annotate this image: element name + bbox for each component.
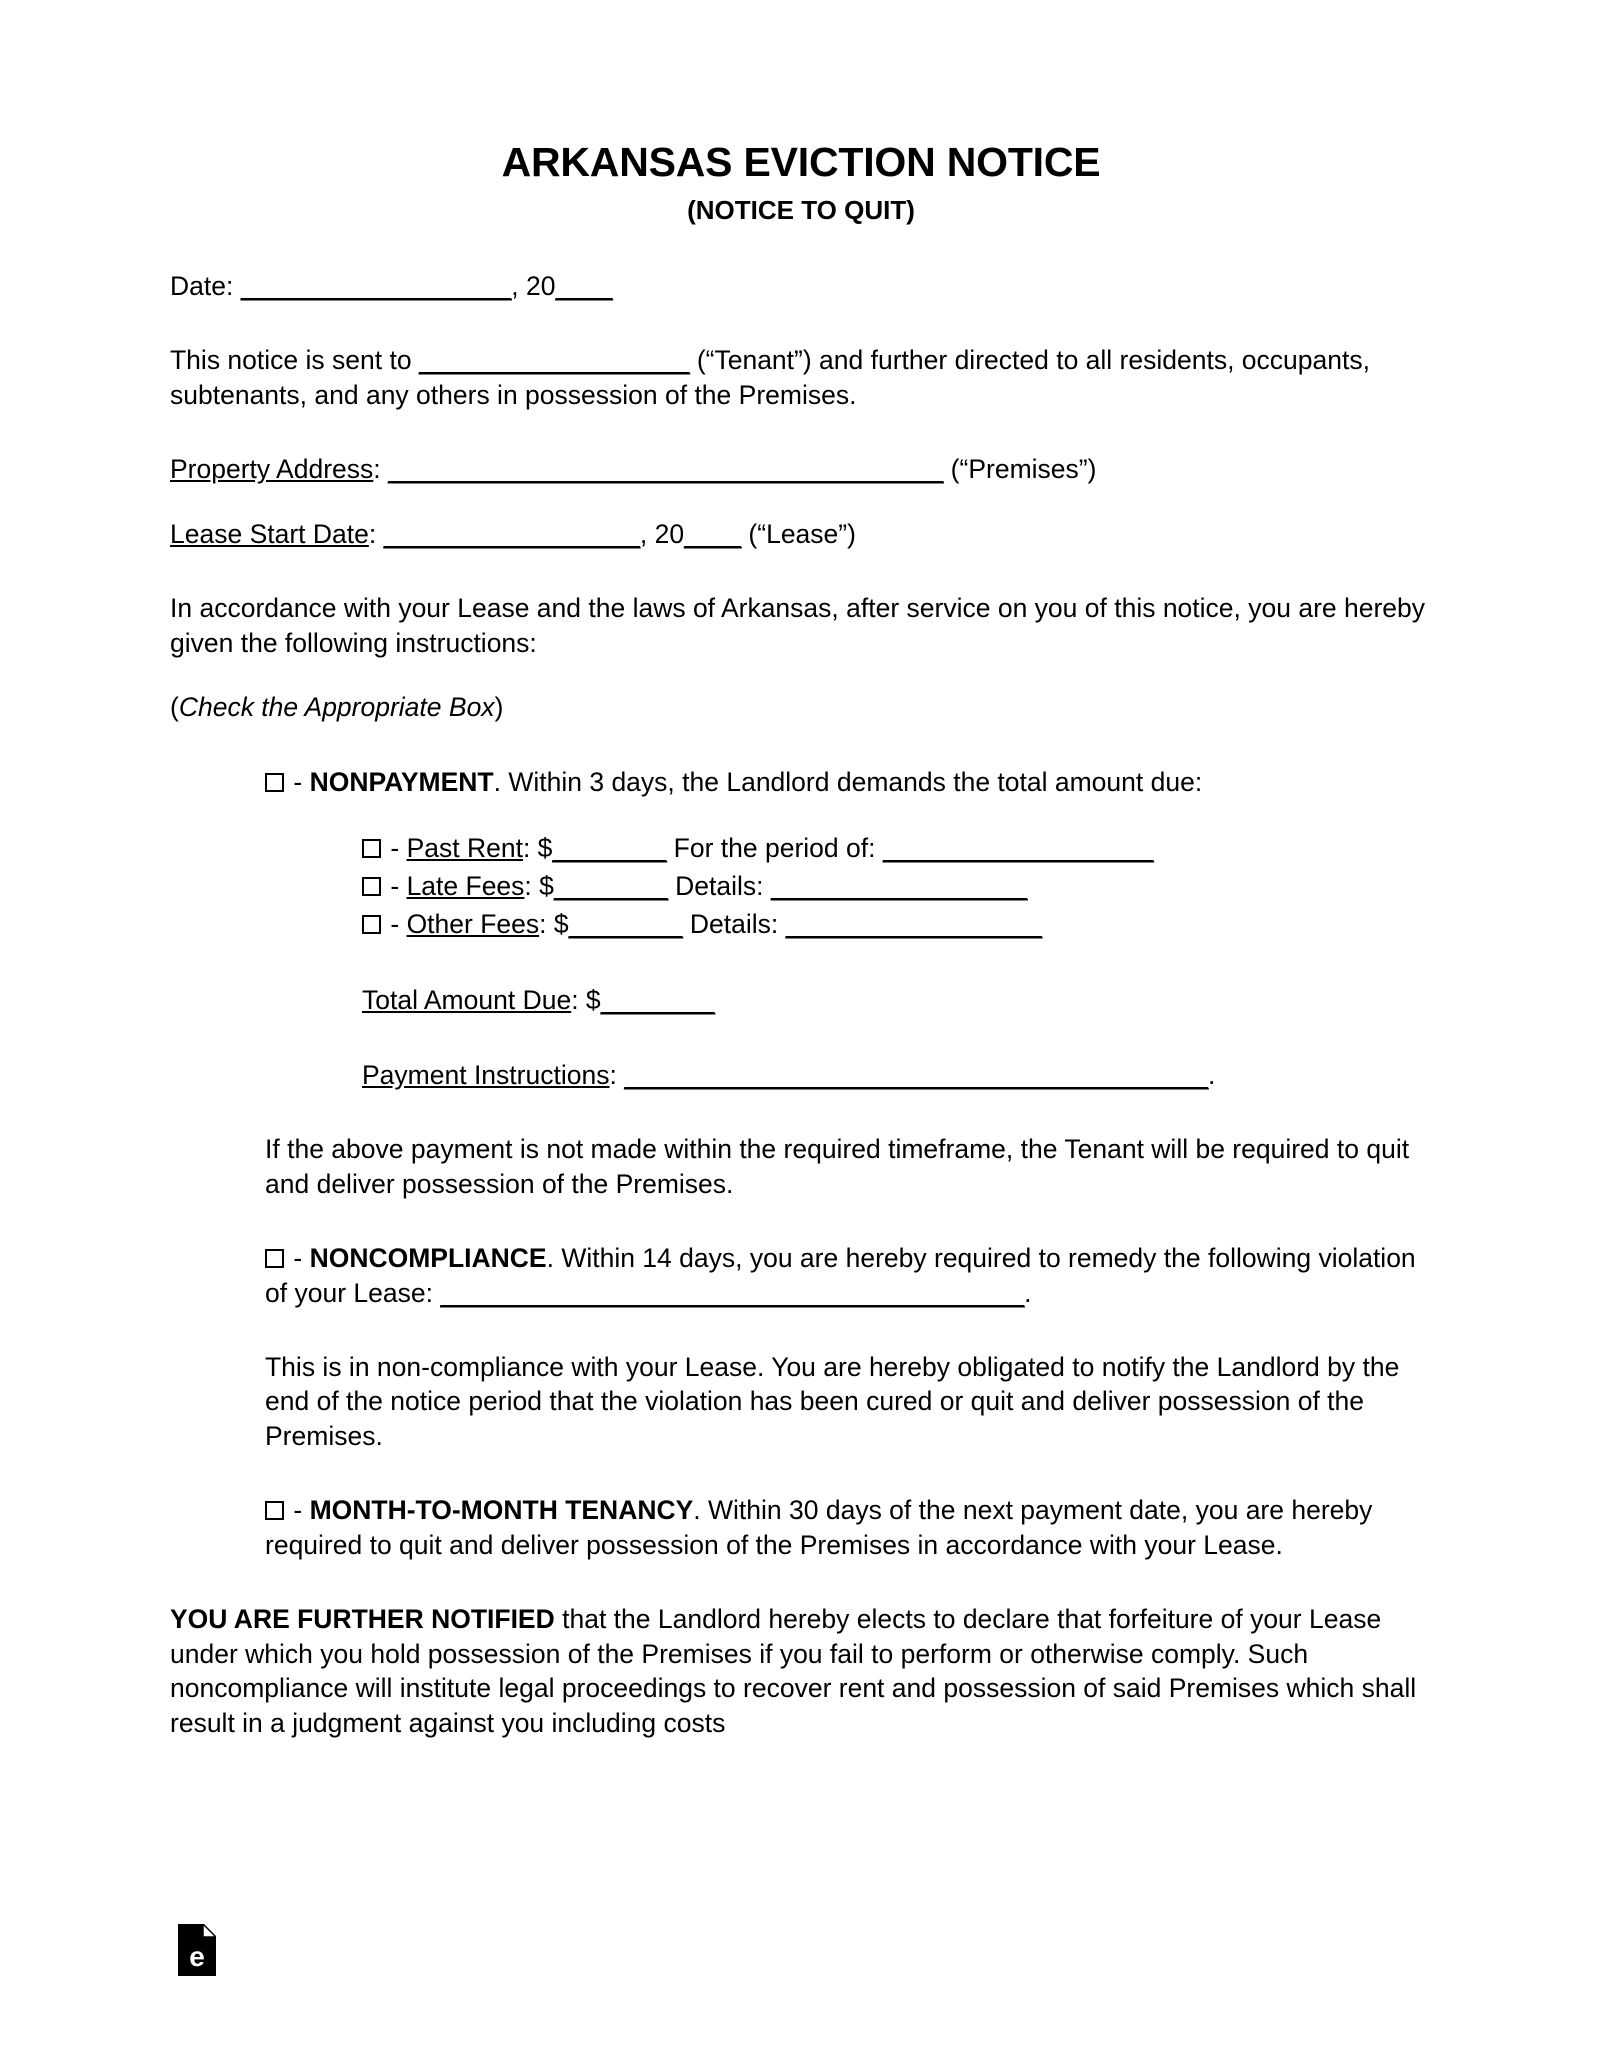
past-rent-detail-blank[interactable]: ___________________: [882, 832, 1154, 863]
late-fees-amount-prefix: : $: [524, 871, 554, 902]
lease-start-date-label: Lease Start Date: [170, 518, 369, 549]
date-year-prefix: , 20: [511, 271, 556, 301]
premises-tail-text: (“Premises”): [943, 454, 1097, 485]
further-notice-paragraph: [170, 1602, 1432, 1740]
noncompliance-option[interactable]: [265, 1241, 1432, 1310]
total-amount-due-blank[interactable]: ________: [600, 985, 715, 1016]
date-line: [170, 269, 1432, 303]
late-fees-amount-blank[interactable]: ________: [553, 871, 668, 902]
other-fees-amount-blank[interactable]: ________: [568, 909, 683, 940]
noncompliance-dash: -: [286, 1243, 310, 1274]
checkbox-icon[interactable]: [362, 915, 381, 934]
instruction-close-paren: ): [494, 692, 504, 723]
lease-tail-text: (“Lease”): [741, 518, 856, 549]
tenant-name-blank[interactable]: ___________________: [418, 345, 690, 376]
lease-start-date-line: [170, 517, 1432, 551]
past-rent-amount-prefix: : $: [522, 832, 553, 863]
noncompliance-violation-blank[interactable]: _________________________________________: [440, 1277, 1025, 1308]
eforms-logo: [178, 1924, 216, 1976]
late-fees-detail-label: Details:: [667, 871, 771, 902]
other-fees-detail-label: Details:: [682, 909, 786, 940]
late-fees-label: Late Fees: [406, 871, 525, 902]
nonpayment-dash: -: [286, 766, 310, 797]
further-notice-heading: YOU ARE FURTHER NOTIFIED: [170, 1604, 555, 1635]
notice-recipient-paragraph: [170, 343, 1432, 412]
lease-year-prefix: , 20: [639, 518, 685, 549]
past-rent-line[interactable]: [362, 829, 1432, 867]
total-amount-due-prefix: : $: [571, 985, 601, 1016]
logo-letter: e: [189, 1941, 205, 1972]
instruction-open-paren: (: [170, 692, 179, 723]
late-fees-dash: -: [383, 871, 407, 902]
lease-year-blank[interactable]: ____: [684, 518, 742, 549]
property-address-blank[interactable]: _______________________________________: [388, 454, 944, 485]
nonpayment-subitems: [362, 829, 1432, 943]
noncompliance-period: .: [1024, 1277, 1032, 1308]
property-address-line: [170, 452, 1432, 486]
date-label: Date:: [170, 271, 241, 301]
total-amount-due-label: Total Amount Due: [362, 985, 572, 1016]
noncompliance-text: . Within 14 days, you are hereby required to remedy the following violation of your Lease:: [265, 1243, 1416, 1308]
page-subtitle: (NOTICE TO QUIT): [687, 195, 915, 225]
property-address-colon: :: [373, 454, 389, 485]
other-fees-dash: -: [383, 909, 407, 940]
instruction-italic-text: Check the Appropriate Box: [178, 692, 495, 723]
payment-instructions-line: [362, 1058, 1432, 1092]
checkbox-icon[interactable]: [265, 1501, 284, 1520]
past-rent-dash: -: [383, 832, 407, 863]
month-to-month-option[interactable]: [265, 1493, 1432, 1562]
nonpayment-heading: NONPAYMENT: [309, 766, 494, 797]
document-content: [170, 0, 1432, 1740]
checkbox-icon[interactable]: [362, 839, 381, 858]
notice-tail-text: (“Tenant”) and further directed to all residents, occupants, subtenants, and any others in possession of the Premises.: [170, 345, 1370, 410]
nonpayment-text: . Within 3 days, the Landlord demands the total amount due:: [493, 766, 1203, 797]
date-blank[interactable]: ___________________: [240, 271, 512, 301]
checkbox-icon[interactable]: [265, 773, 284, 792]
lease-start-date-colon: :: [368, 518, 384, 549]
month-to-month-dash: -: [286, 1495, 310, 1526]
month-to-month-text: . Within 30 days of the next payment date, you are hereby required to quit and deliver possession of the Premises in accordance with your Lease.: [265, 1495, 1373, 1560]
payment-instructions-period: .: [1207, 1059, 1216, 1090]
payment-instructions-label: Payment Instructions: [362, 1059, 610, 1090]
check-box-instruction: [170, 690, 1432, 724]
month-to-month-heading: MONTH-TO-MONTH TENANCY: [309, 1495, 694, 1526]
further-notice-text: that the Landlord hereby elects to declare that forfeiture of your Lease under which you hold possession of the Premises if you fail to perform or otherwise comply. Such noncompliance will institute legal proceedings to recover rent and possession of said Premises which shall result in a judgment against you including costs: [170, 1604, 1417, 1738]
checkbox-icon[interactable]: [265, 1249, 284, 1268]
past-rent-detail-label: For the period of:: [666, 832, 883, 863]
noncompliance-heading: NONCOMPLIANCE: [309, 1243, 547, 1274]
checkbox-icon[interactable]: [362, 877, 381, 896]
payment-instructions-colon: :: [609, 1059, 625, 1090]
date-year-blank[interactable]: ____: [555, 271, 613, 301]
nonpayment-followup-paragraph: If the above payment is not made within the required timeframe, the Tenant will be required to quit and deliver possession of the Premises.: [265, 1134, 1410, 1199]
past-rent-amount-blank[interactable]: ________: [552, 832, 667, 863]
nonpayment-option[interactable]: [265, 765, 1432, 799]
lease-start-date-blank[interactable]: __________________: [383, 518, 640, 549]
other-fees-label: Other Fees: [406, 909, 540, 940]
accordance-paragraph: In accordance with your Lease and the laws of Arkansas, after service on you of this notice, you are hereby given the following instructions:: [170, 593, 1426, 658]
total-amount-due-line: [362, 983, 1432, 1017]
noncompliance-followup-paragraph: This is in non-compliance with your Lease. You are hereby obligated to notify the Landlord by the end of the notice period that the violation has been cured or quit and deliver possession of the Premises.: [265, 1352, 1400, 1451]
property-address-label: Property Address: [170, 454, 374, 485]
past-rent-label: Past Rent: [406, 832, 523, 863]
late-fees-detail-blank[interactable]: __________________: [770, 871, 1028, 902]
notice-lead-text: This notice is sent to: [170, 345, 419, 376]
page-title: ARKANSAS EVICTION NOTICE: [501, 139, 1101, 185]
other-fees-amount-prefix: : $: [539, 909, 569, 940]
other-fees-detail-blank[interactable]: __________________: [785, 909, 1042, 940]
other-fees-line[interactable]: [362, 905, 1432, 943]
late-fees-line[interactable]: [362, 867, 1432, 905]
payment-instructions-blank[interactable]: _________________________________________: [624, 1059, 1208, 1090]
document-file-icon: [178, 1924, 216, 1976]
